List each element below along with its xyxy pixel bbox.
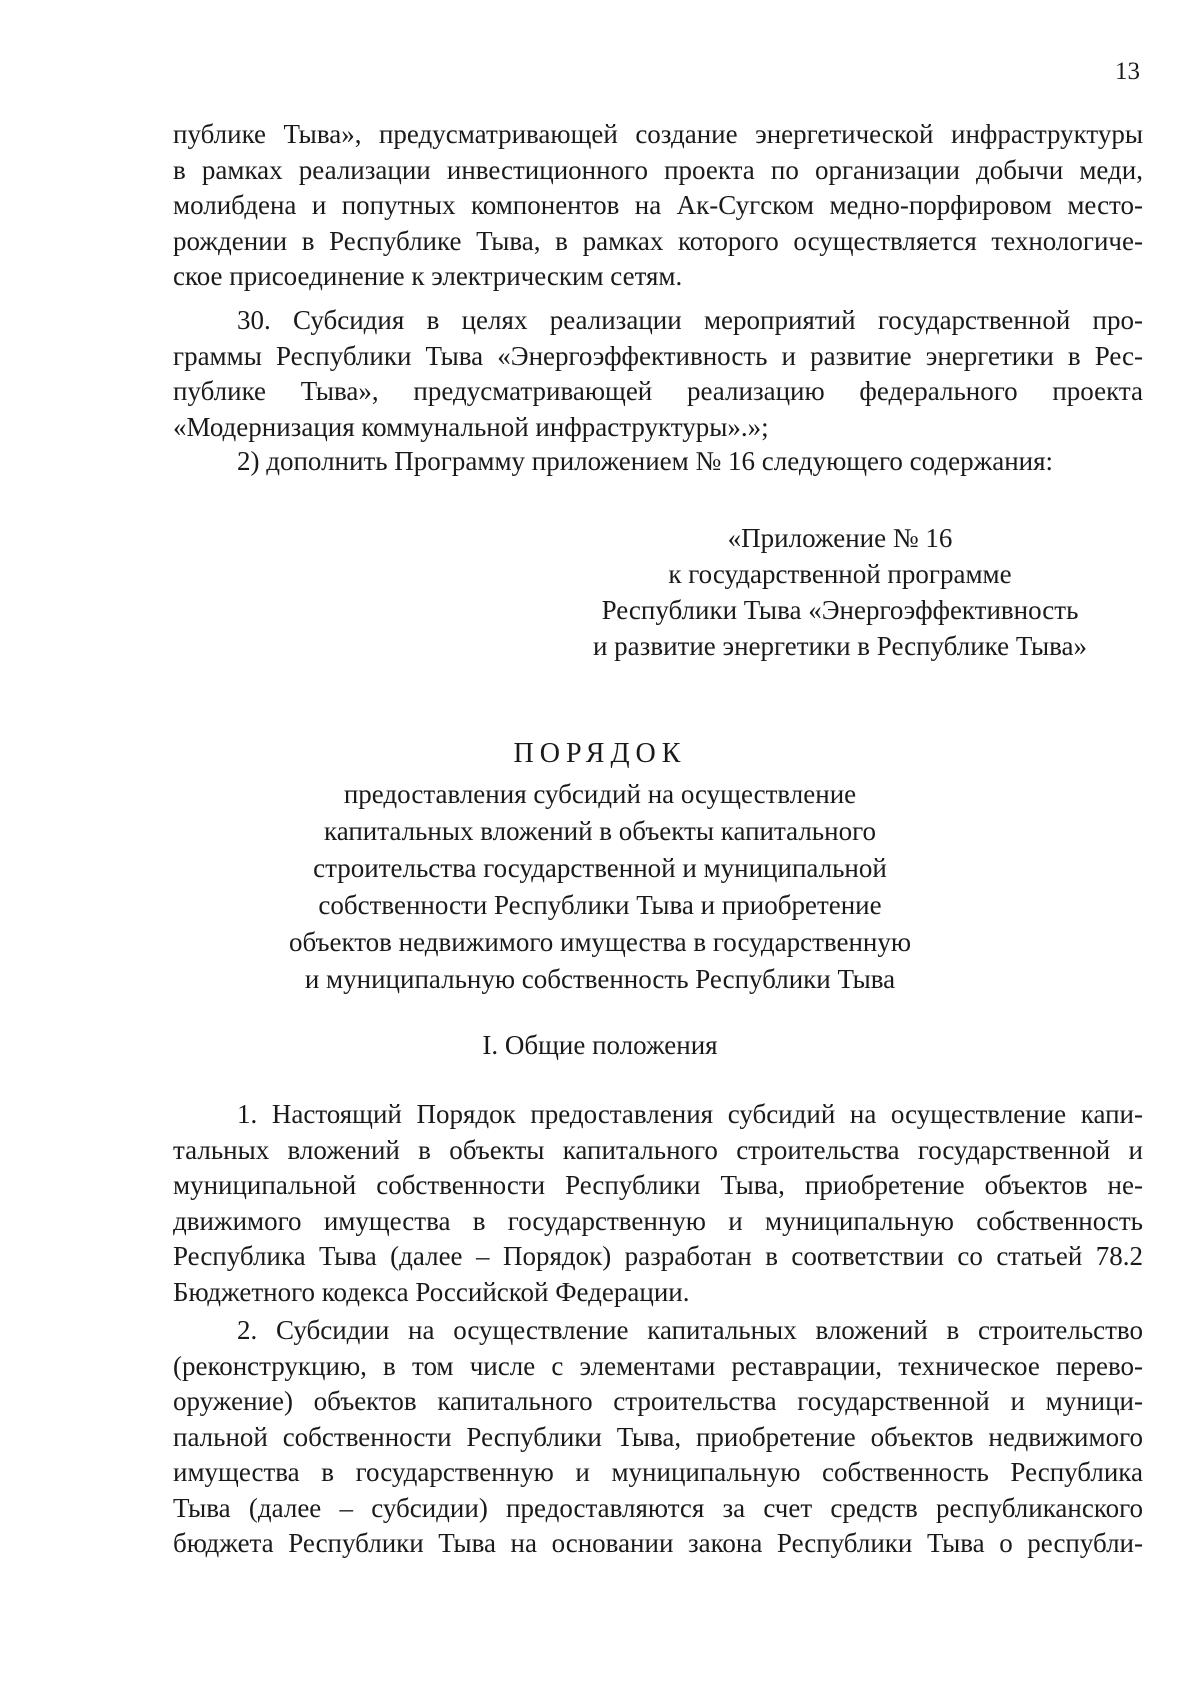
text-line: (реконструкцию, в том числе с элементами реставрации, техническое перево- (173, 1350, 1143, 1381)
page-number: 13 (1115, 58, 1140, 85)
document-subtitle (0, 776, 1200, 998)
text-line: Тыва (далее – субсидии) предоставляются за счет средств республиканского (173, 1492, 1143, 1523)
text-line: молибдена и попутных компонентов на Ак-Сугском медно-порфировом место- (173, 190, 1143, 220)
paragraph-continuation (173, 117, 1143, 295)
text-line: публике Тыва», предусматривающей реализацию федерального проекта (173, 376, 1143, 406)
text-line: 30. Субсидия в целях реализации мероприятий государственной про- (237, 305, 1143, 335)
subtitle-line: капитальных вложений в объекты капитального (324, 816, 876, 846)
text-line: Бюджетного кодекса Российской Федерации. (173, 1276, 690, 1307)
section-heading: I. Общие положения (482, 1030, 718, 1060)
clause-1-paragraph (173, 1097, 1143, 1310)
text-line: тальных вложений в объекты капитального строительства государственной и (173, 1134, 1143, 1165)
subtitle-line: собственности Республики Тыва и приобретение (318, 890, 882, 920)
text-line: движимого имущества в государственную и муниципальную собственность (173, 1205, 1143, 1236)
subtitle-line: и муниципальную собственность Республики Тыва (304, 964, 896, 994)
appendix-line: Республики Тыва «Энергоэффективность (601, 595, 1079, 625)
text-line: ское присоединение к электрическим сетям. (173, 261, 683, 291)
text-line: «Модернизация коммунальной инфраструктуры».»; (173, 411, 769, 442)
appendix-header (560, 520, 1120, 664)
subtitle-line: предоставления субсидий на осуществление (343, 779, 857, 809)
text-line: 2) дополнить Программу приложением № 16 следующего содержания: (237, 446, 1054, 476)
text-line: рождении в Республике Тыва, в рамках которого осуществляется технологиче- (173, 225, 1143, 256)
document-title: ПОРЯДОК (513, 738, 687, 769)
subtitle-line: строительства государственной и муниципальной (313, 853, 887, 883)
subtitle-line: объектов недвижимого имущества в государственную (288, 927, 912, 957)
appendix-line: и развитие энергетики в Республике Тыва» (592, 631, 1088, 661)
item-30-paragraph (173, 303, 1143, 445)
text-line: имущества в государственную и муниципальную собственность Республика (173, 1457, 1143, 1487)
appendix-line: «Приложение № 16 (727, 523, 953, 553)
text-line: граммы Республики Тыва «Энергоэффективность и развитие энергетики в Рес- (173, 340, 1143, 371)
text-line: бюджета Республики Тыва на основании закона Республики Тыва о республи- (173, 1528, 1143, 1558)
text-line: оружение) объектов капитального строительства государственной и муници- (173, 1386, 1143, 1416)
text-line: пальной собственности Республики Тыва, приобретение объектов недвижимого (173, 1421, 1143, 1452)
text-line: 2. Субсидии на осуществление капитальных вложений в строительство (237, 1315, 1143, 1345)
text-line: в рамках реализации инвестиционного проекта по организации добычи меди, (173, 154, 1143, 185)
text-line: публике Тыва», предусматривающей создание энергетической инфраструктуры (173, 119, 1143, 149)
text-line: муниципальной собственности Республики Тыва, приобретение объектов не- (173, 1170, 1143, 1200)
item-2-paragraph (173, 444, 1143, 480)
clause-2-paragraph (173, 1313, 1143, 1562)
text-line: Республика Тыва (далее – Порядок) разработан в соответствии со статьей 78.2 (173, 1241, 1143, 1271)
appendix-line: к государственной программе (668, 559, 1012, 589)
text-line: 1. Настоящий Порядок предоставления субсидий на осуществление капи- (237, 1099, 1143, 1129)
